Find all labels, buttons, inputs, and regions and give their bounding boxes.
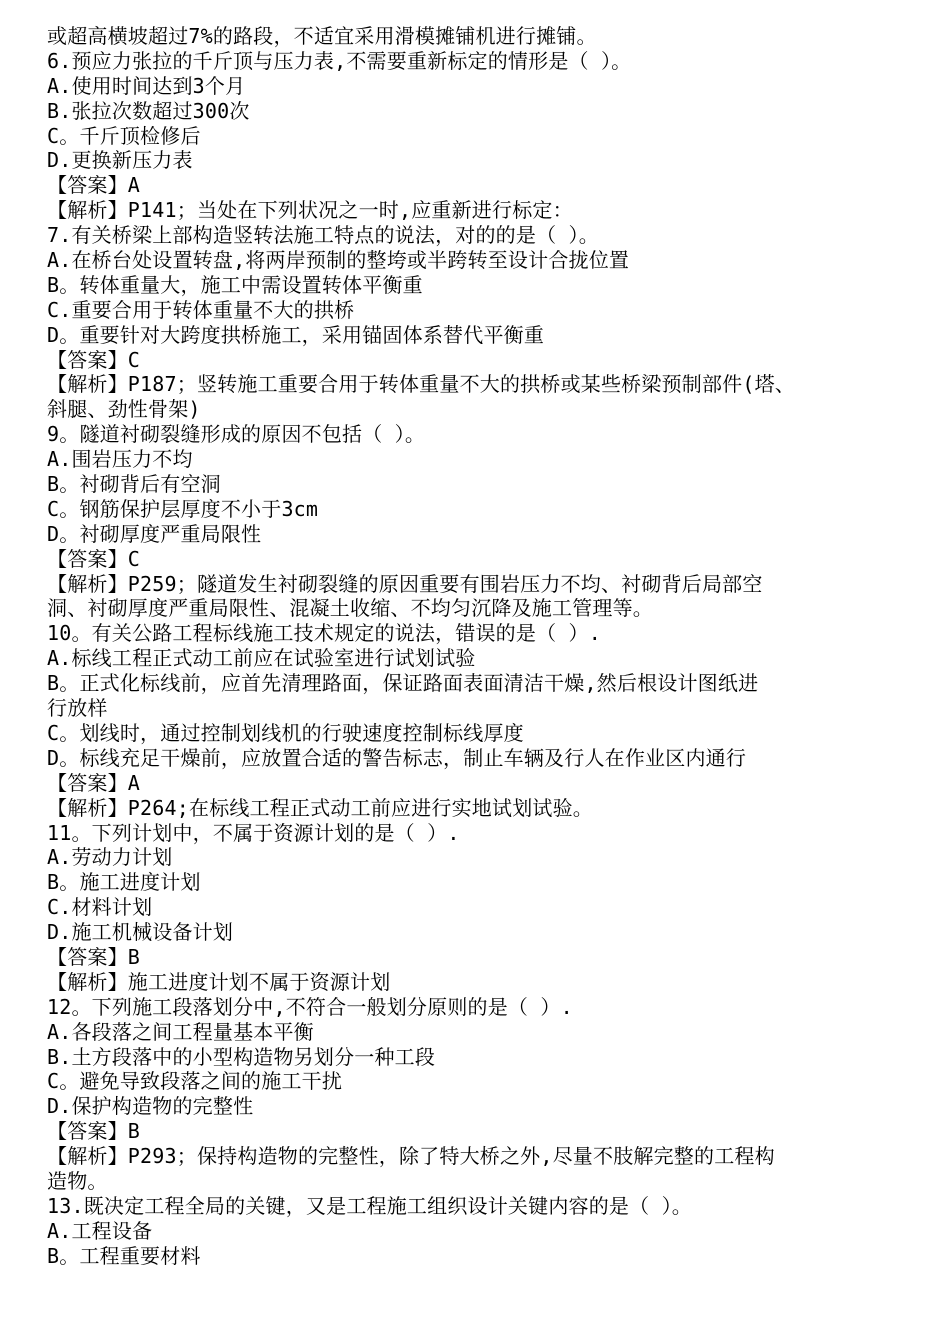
option-d: D.施工机械设备计划 — [47, 920, 234, 945]
explanation: 【解析】P187；竖转施工重要合用于转体重量不大的拱桥或某些桥梁预制部件(塔、 — [47, 372, 796, 397]
explanation: 【解析】P293；保持构造物的完整性，除了特大桥之外,尽量不肢解完整的工程构 — [47, 1144, 775, 1169]
option-c: C。划线时，通过控制划线机的行驶速度控制标线厚度 — [47, 720, 524, 745]
explanation-continued: 斜腿、劲性骨架) — [47, 397, 201, 422]
option-b: B。正式化标线前，应首先清理路面，保证路面表面清洁干燥,然后根设计图纸进 — [47, 671, 759, 696]
explanation: 【解析】P264;在标线工程正式动工前应进行实地试划试验。 — [47, 795, 594, 820]
option-b: B。施工进度计划 — [47, 870, 201, 895]
option-d: D.更换新压力表 — [47, 148, 193, 173]
question-12: 12。下列施工段落划分中,不符合一般划分原则的是（ ）. — [47, 994, 573, 1019]
option-b-continued: 行放样 — [47, 696, 108, 721]
question-11: 11。下列计划中，不属于资源计划的是（ ）. — [47, 820, 460, 845]
option-b: B。转体重量大，施工中需设置转体平衡重 — [47, 272, 423, 297]
explanation-continued: 洞、衬砌厚度严重局限性、混凝土收缩、不均匀沉降及施工管理等。 — [47, 596, 653, 621]
document-page — [47, 24, 927, 1269]
option-c: C。避免导致段落之间的施工干扰 — [47, 1069, 343, 1094]
question-13: 13.既决定工程全局的关键，又是工程施工组织设计关键内容的是（ ）。 — [47, 1193, 692, 1218]
option-d: D。重要针对大跨度拱桥施工，采用锚固体系替代平衡重 — [47, 322, 545, 347]
option-a: A.各段落之间工程量基本平衡 — [47, 1019, 314, 1044]
option-a: A.工程设备 — [47, 1218, 153, 1243]
option-d: D.保护构造物的完整性 — [47, 1094, 254, 1119]
question-10: 10。有关公路工程标线施工技术规定的说法，错误的是（ ）. — [47, 621, 601, 646]
option-c: C.材料计划 — [47, 895, 153, 920]
option-b: B。工程重要材料 — [47, 1243, 201, 1268]
option-d: D。衬砌厚度严重局限性 — [47, 521, 262, 546]
option-b: B.张拉次数超过300次 — [47, 98, 250, 123]
explanation: 【解析】P259；隧道发生衬砌裂缝的原因重要有围岩压力不均、衬砌背后局部空 — [47, 571, 763, 596]
answer: 【答案】C — [47, 347, 141, 372]
option-c: C。千斤顶检修后 — [47, 123, 201, 148]
option-a: A.围岩压力不均 — [47, 447, 193, 472]
answer: 【答案】A — [47, 770, 141, 795]
text-line: 或超高横坡超过7%的路段，不适宜采用滑模摊铺机进行摊铺。 — [47, 24, 597, 48]
option-a: A.标线工程正式动工前应在试验室进行试划试验 — [47, 646, 476, 671]
option-a: A.使用时间达到3个月 — [47, 73, 246, 98]
question-9: 9。隧道衬砌裂缝形成的原因不包括（ ）。 — [47, 422, 426, 447]
option-c: C.重要合用于转体重量不大的拱桥 — [47, 297, 355, 322]
answer: 【答案】A — [47, 173, 141, 198]
explanation-continued: 造物。 — [47, 1168, 108, 1193]
answer: 【答案】C — [47, 546, 141, 571]
option-a: A.在桥台处设置转盘,将两岸预制的整垮或半跨转至设计合拢位置 — [47, 248, 630, 273]
question-6: 6.预应力张拉的千斤顶与压力表,不需要重新标定的情形是（ ）。 — [47, 48, 632, 73]
answer: 【答案】B — [47, 944, 141, 969]
question-7: 7.有关桥梁上部构造竖转法施工特点的说法，对的的是（ ）。 — [47, 223, 599, 248]
explanation: 【解析】施工进度计划不属于资源计划 — [47, 969, 391, 994]
option-a: A.劳动力计划 — [47, 845, 173, 870]
option-b: B。衬砌背后有空洞 — [47, 472, 221, 497]
answer: 【答案】B — [47, 1119, 141, 1144]
explanation: 【解析】P141；当处在下列状况之一时,应重新进行标定： — [47, 198, 573, 223]
option-b: B.土方段落中的小型构造物另划分一种工段 — [47, 1044, 436, 1069]
option-c: C。钢筋保护层厚度不小于3cm — [47, 496, 319, 521]
option-d: D。标线充足干燥前，应放置合适的警告标志，制止车辆及行人在作业区内通行 — [47, 745, 747, 770]
